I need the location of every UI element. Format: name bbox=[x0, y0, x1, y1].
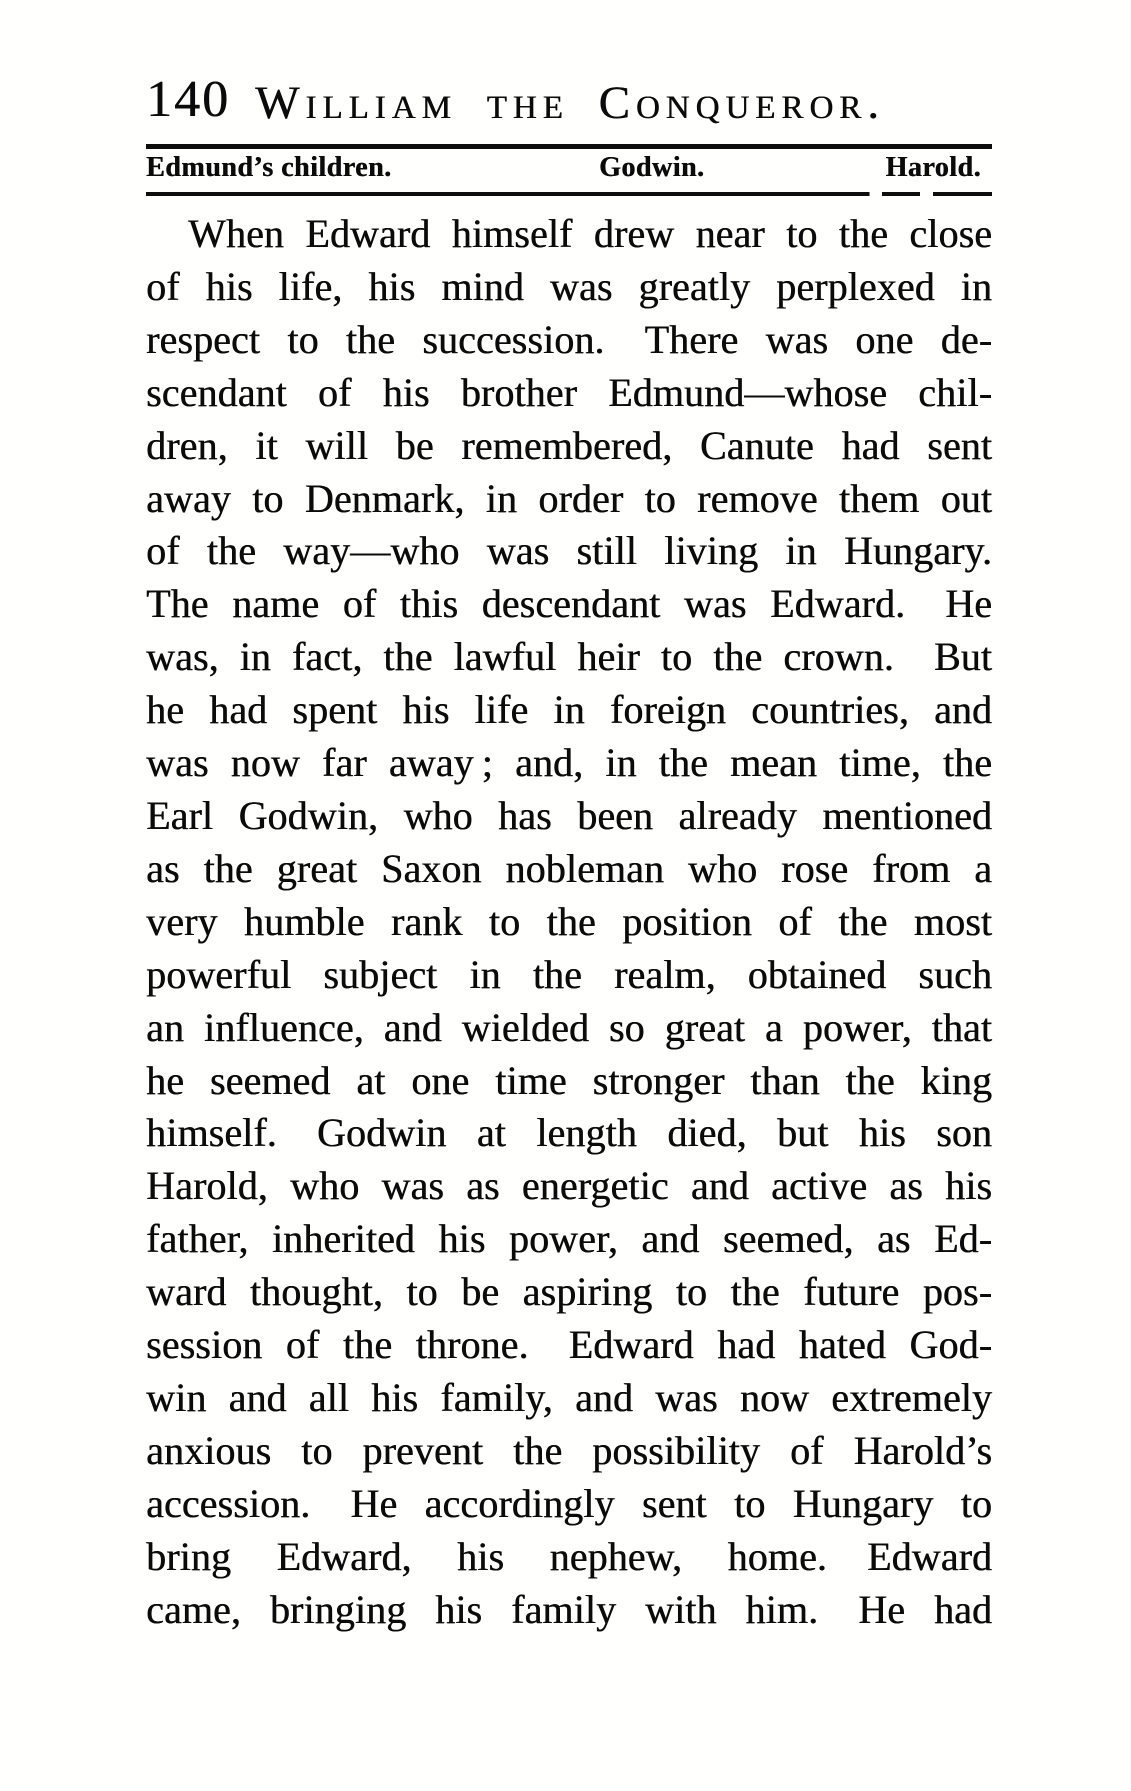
text-line: was, in fact, the lawful heir to the crown. But bbox=[146, 634, 992, 680]
header-rule-bottom bbox=[146, 192, 992, 196]
text-line: father, inherited his power, and seemed, as Ed- bbox=[146, 1216, 992, 1262]
text-line: very humble rank to the position of the most bbox=[146, 898, 992, 944]
text-line: dren, it will be remembered, Canute had sent bbox=[146, 422, 992, 468]
text-line: came, bringing his family with him. He had bbox=[146, 1586, 992, 1632]
text-line: session of the throne. Edward had hated God- bbox=[146, 1322, 992, 1368]
text-line: When Edward himself drew near to the close bbox=[188, 211, 992, 256]
text-line: anxious to prevent the possibility of Harold’s bbox=[146, 1427, 992, 1473]
text-line: Harold, who was as energetic and active as his bbox=[146, 1163, 992, 1209]
text-line: as the great Saxon nobleman who rose from a bbox=[146, 845, 992, 891]
header-rule-top bbox=[146, 144, 992, 149]
text-line: win and all his family, and was now extremely bbox=[146, 1374, 992, 1420]
text-line: of his life, his mind was greatly perplexed in bbox=[146, 263, 992, 309]
text-line: he seemed at one time stronger than the king bbox=[146, 1057, 992, 1103]
text-line: The name of this descendant was Edward. He bbox=[146, 581, 992, 627]
text-line: of the way—who was still living in Hungary. bbox=[146, 528, 992, 574]
page-number: 140 bbox=[146, 71, 230, 128]
text-line: he had spent his life in foreign countries, and bbox=[146, 687, 992, 733]
text-line: ward thought, to be aspiring to the future pos- bbox=[146, 1269, 992, 1315]
guide-word-left: Edmund’s children. bbox=[146, 152, 392, 183]
text-line: an influence, and wielded so great a power, that bbox=[146, 1004, 992, 1050]
text-line: accession. He accordingly sent to Hungary to bbox=[146, 1480, 992, 1526]
text-line: powerful subject in the realm, obtained such bbox=[146, 951, 992, 997]
text-line: was now far away ; and, in the mean time, the bbox=[146, 740, 992, 786]
text-line: himself. Godwin at length died, but his son bbox=[146, 1110, 992, 1156]
page-body bbox=[146, 208, 992, 1636]
running-title: William the Conqueror. bbox=[255, 77, 885, 129]
text-line: scendant of his brother Edmund—whose chil- bbox=[146, 369, 992, 415]
text-line: bring Edward, his nephew, home. Edward bbox=[146, 1533, 992, 1579]
text-line: away to Denmark, in order to remove them out bbox=[146, 475, 992, 521]
text-line: respect to the succession. There was one de- bbox=[146, 316, 992, 362]
text-line: Earl Godwin, who has been already mentioned bbox=[146, 792, 992, 838]
guide-word-center: Godwin. bbox=[599, 152, 705, 183]
guide-word-right: Harold. bbox=[885, 152, 981, 183]
